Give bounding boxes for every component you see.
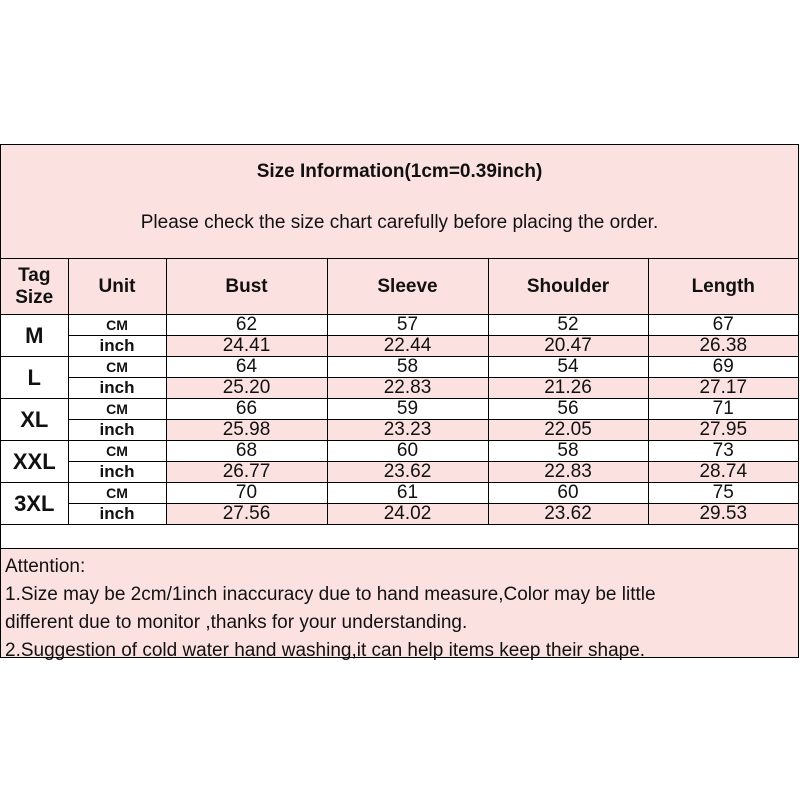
- length-cell: 69: [648, 357, 798, 378]
- table-row: [1, 315, 798, 336]
- sleeve-cell: 23.62: [327, 462, 488, 483]
- table-row: [1, 399, 798, 420]
- sleeve-cell: 60: [327, 441, 488, 462]
- unit-cell: inch: [68, 420, 166, 441]
- table-header-row: [1, 259, 798, 315]
- sleeve-cell: 58: [327, 357, 488, 378]
- tag-size-cell: L: [1, 357, 68, 399]
- attention-line-3: 2.Suggestion of cold water hand washing,it can help items keep their shape.: [5, 640, 646, 661]
- length-cell: 73: [648, 441, 798, 462]
- shoulder-cell: 23.62: [488, 504, 648, 525]
- shoulder-cell: 60: [488, 483, 648, 504]
- shoulder-cell: 20.47: [488, 336, 648, 357]
- sleeve-cell: 57: [327, 315, 488, 336]
- attention-line-1: 1.Size may be 2cm/1inch inaccuracy due to hand measure,Color may be little: [5, 584, 656, 605]
- sleeve-cell: 59: [327, 399, 488, 420]
- bust-cell: 62: [166, 315, 327, 336]
- shoulder-cell: 56: [488, 399, 648, 420]
- tag-size-cell: XXL: [1, 441, 68, 483]
- unit-cell: CM: [68, 315, 166, 336]
- unit-cell: CM: [68, 357, 166, 378]
- table-row: [1, 441, 798, 462]
- table-row: [1, 483, 798, 504]
- tag-size-cell: 3XL: [1, 483, 68, 525]
- attention-line-2: different due to monitor ,thanks for your understanding.: [5, 612, 468, 633]
- length-header: Length: [648, 259, 798, 315]
- table-row: [1, 504, 798, 525]
- sleeve-cell: 22.44: [327, 336, 488, 357]
- shoulder-cell: 22.05: [488, 420, 648, 441]
- table-row: [1, 462, 798, 483]
- attention-heading: Attention:: [5, 556, 86, 577]
- table-row: [1, 378, 798, 399]
- unit-cell: CM: [68, 483, 166, 504]
- chart-title: Size Information(1cm=0.39inch): [256, 161, 543, 182]
- chart-subtitle: Please check the size chart carefully before placing the order.: [140, 212, 659, 233]
- unit-cell: inch: [68, 462, 166, 483]
- length-cell: 29.53: [648, 504, 798, 525]
- length-cell: 26.38: [648, 336, 798, 357]
- attention-notes: [1, 548, 798, 661]
- sleeve-cell: 22.83: [327, 378, 488, 399]
- sleeve-cell: 61: [327, 483, 488, 504]
- table-row: [1, 336, 798, 357]
- length-cell: 71: [648, 399, 798, 420]
- sleeve-header: Sleeve: [327, 259, 488, 315]
- length-cell: 27.17: [648, 378, 798, 399]
- unit-cell: CM: [68, 441, 166, 462]
- unit-cell: inch: [68, 378, 166, 399]
- bust-header: Bust: [166, 259, 327, 315]
- bust-cell: 64: [166, 357, 327, 378]
- size-table: [1, 259, 798, 525]
- length-cell: 67: [648, 315, 798, 336]
- unit-cell: inch: [68, 336, 166, 357]
- tag-size-header-line1: Tag: [18, 264, 51, 286]
- unit-cell: inch: [68, 504, 166, 525]
- length-cell: 75: [648, 483, 798, 504]
- tag-size-cell: XL: [1, 399, 68, 441]
- shoulder-cell: 52: [488, 315, 648, 336]
- size-chart: [0, 144, 799, 661]
- table-row: [1, 357, 798, 378]
- bust-cell: 68: [166, 441, 327, 462]
- shoulder-cell: 21.26: [488, 378, 648, 399]
- tag-size-header-line2: Size: [15, 286, 54, 308]
- chart-header: [1, 145, 798, 259]
- table-row: [1, 420, 798, 441]
- sleeve-cell: 24.02: [327, 504, 488, 525]
- length-cell: 27.95: [648, 420, 798, 441]
- shoulder-cell: 22.83: [488, 462, 648, 483]
- unit-cell: CM: [68, 399, 166, 420]
- length-cell: 28.74: [648, 462, 798, 483]
- shoulder-cell: 54: [488, 357, 648, 378]
- bust-cell: 25.98: [166, 420, 327, 441]
- shoulder-cell: 58: [488, 441, 648, 462]
- shoulder-header: Shoulder: [488, 259, 648, 315]
- bust-cell: 26.77: [166, 462, 327, 483]
- bust-cell: 27.56: [166, 504, 327, 525]
- bust-cell: 66: [166, 399, 327, 420]
- bust-cell: 70: [166, 483, 327, 504]
- unit-header: Unit: [68, 259, 166, 315]
- tag-size-header: [1, 259, 68, 315]
- bust-cell: 24.41: [166, 336, 327, 357]
- bust-cell: 25.20: [166, 378, 327, 399]
- sleeve-cell: 23.23: [327, 420, 488, 441]
- tag-size-cell: M: [1, 315, 68, 357]
